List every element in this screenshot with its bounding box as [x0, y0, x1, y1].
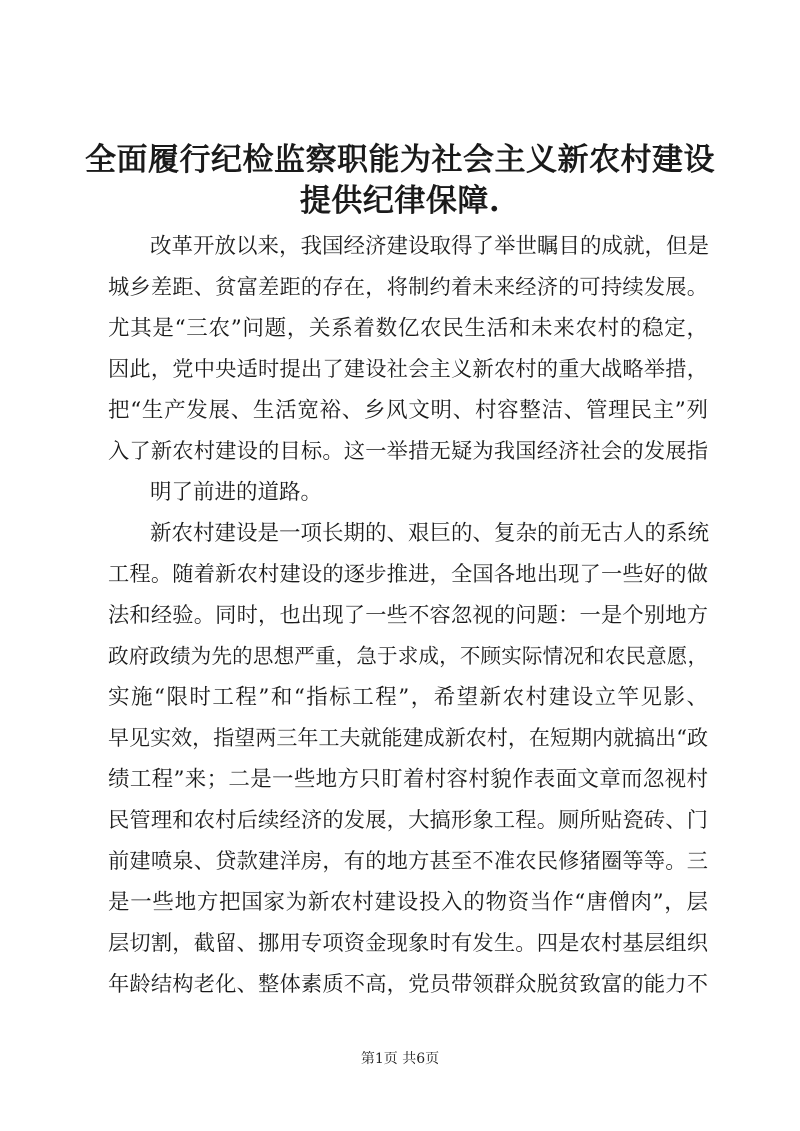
paragraph-3-line-1: 新农村建设是一项长期的、艰巨的、复杂的前无古人的系统: [150, 521, 710, 546]
paragraph-3-line-6: 早见实效，指望两三年工夫就能建成新农村，在短期内就搞出“政: [108, 726, 708, 750]
paragraph-1-line-5: 把“生产发展、生活宽裕、乡风文明、村容整洁、管理民主”列: [108, 398, 708, 423]
document-title: [60, 140, 740, 222]
paragraph-1-line-6: 入了新农村建设的目标。这一举措无疑为我国经济社会的发展指: [108, 439, 708, 464]
paragraph-1-line-2: 城乡差距、贫富差距的存在，将制约着未来经济的可持续发展。: [108, 275, 708, 300]
paragraph-3-line-12: 年龄结构老化、整体素质不高，党员带领群众脱贫致富的能力不: [108, 972, 708, 997]
paragraph-1-line-3: 尤其是“三农”问题，关系着数亿农民生活和未来农村的稳定，: [108, 316, 708, 341]
paragraph-1-line-1: 改革开放以来，我国经济建设取得了举世瞩目的成就，但是: [150, 234, 710, 259]
paragraph-1-line-4: 因此，党中央适时提出了建设社会主义新农村的重大战略举措，: [108, 357, 708, 382]
title-line-2: 提供纪律保障.: [299, 183, 501, 219]
paragraph-3-line-11: 层切割，截留、挪用专项资金现象时有发生。四是农村基层组织: [108, 931, 708, 956]
page-footer: 第1页 共6页: [360, 1051, 440, 1067]
paragraph-3-line-7: 绩工程”来；二是一些地方只盯着村容村貌作表面文章而忽视村: [108, 767, 708, 792]
document-body: [108, 226, 708, 1005]
paragraph-3-line-8: 民管理和农村后续经济的发展，大搞形象工程。厕所贴瓷砖、门: [108, 808, 708, 833]
paragraph-3-line-3: 法和经验。同时，也出现了一些不容忽视的问题：一是个别地方: [108, 603, 708, 628]
paragraph-3-line-2: 工程。随着新农村建设的逐步推进，全国各地出现了一些好的做: [108, 562, 708, 587]
paragraph-3-line-10: 是一些地方把国家为新农村建设投入的物资当作“唐僧肉”，层: [108, 890, 708, 915]
paragraph-3-line-5: 实施“限时工程”和“指标工程”，希望新农村建设立竿见影、: [108, 685, 708, 710]
paragraph-2-line-1: 明了前进的道路。: [150, 480, 323, 505]
paragraph-3-line-9: 前建喷泉、贷款建洋房，有的地方甚至不准农民修猪圈等等。三: [108, 849, 708, 874]
paragraph-3-line-4: 政府政绩为先的思想严重，急于求成，不顾实际情况和农民意愿，: [108, 644, 708, 668]
title-line-1: 全面履行纪检监察职能为社会主义新农村建设: [85, 142, 715, 178]
